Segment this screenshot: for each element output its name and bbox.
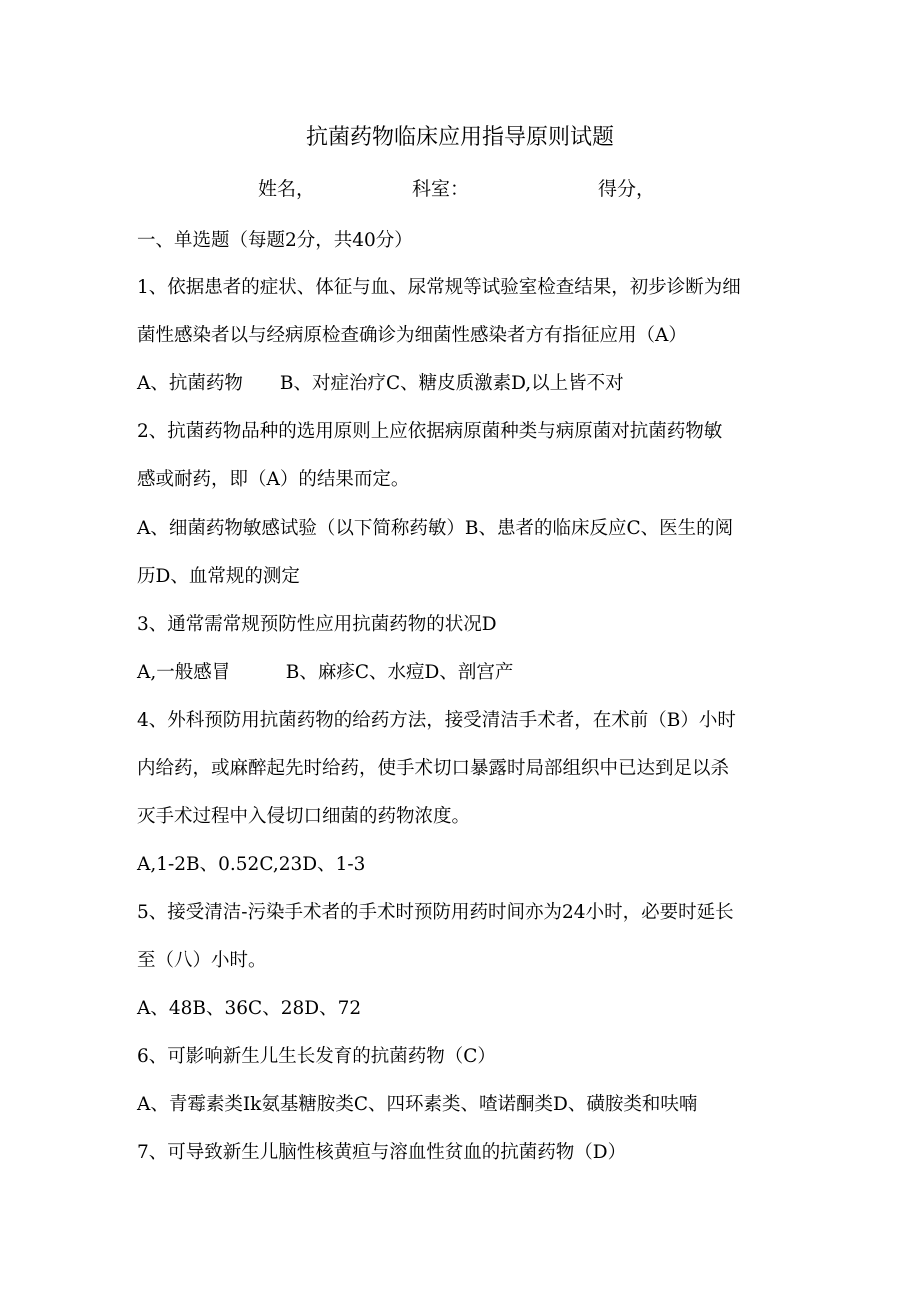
answer-options-line: A,1-2B、0.52C,23D、1-3 [137, 854, 366, 875]
question-text-line: 1、依据患者的症状、体征与血、尿常规等试验室检查结果，初步诊断为细 [137, 277, 741, 298]
answer-options-line: A,一般感冒 B、麻疹C、水痘D、剖宫产 [137, 662, 514, 683]
question-text-line: 3、通常需常规预防性应用抗菌药物的状况D [137, 614, 497, 635]
score-label: 得分， [598, 178, 656, 200]
question-text-line: 2、抗菌药物品种的选用原则上应依据病原菌种类与病原菌对抗菌药物敏 [137, 421, 723, 442]
document-title: 抗菌药物临床应用指导原则试题 [305, 125, 614, 150]
question-text-line: 菌性感染者以与经病原检查确诊为细菌性感染者方有指征应用（A） [137, 325, 687, 346]
answer-options-line: A、青霉素类Ik氨基糖胺类C、四环素类、喳诺酮类D、磺胺类和呋喃 [137, 1094, 698, 1115]
section-heading: 一、单选题（每题2分，共40分） [137, 230, 413, 251]
question-text-line: 感或耐药，即（A）的结果而定。 [137, 469, 410, 490]
answer-options-line: A、细菌药物敏感试验（以下简称药敏）B、患者的临床反应C、医生的阅 [137, 518, 734, 539]
question-text-line: 至（八）小时。 [137, 950, 267, 971]
answer-options-line: A、48B、36C、28D、72 [137, 998, 362, 1019]
answer-options-line: 历D、血常规的测定 [137, 566, 300, 587]
name-label: 姓名， [258, 178, 316, 200]
question-text-line: 7、可导致新生儿脑性核黄疸与溶血性贫血的抗菌药物（D） [137, 1142, 627, 1163]
answer-options-line: A、抗菌药物 B、对症治疗C、糖皮质激素D,以上皆不对 [137, 373, 624, 394]
question-text-line: 灭手术过程中入侵切口细菌的药物浓度。 [137, 806, 471, 827]
question-text-line: 6、可影响新生儿生长发育的抗菌药物（C） [137, 1046, 496, 1067]
question-text-line: 5、接受清洁-污染手术者的手术时预防用药时间亦为24小时，必要时延长 [137, 902, 734, 923]
question-text-line: 4、外科预防用抗菌药物的给药方法，接受清洁手术者，在术前（B）小时 [137, 710, 736, 731]
question-text-line: 内给药，或麻醉起先时给药，使手术切口暴露时局部组织中已达到足以杀 [137, 758, 730, 779]
department-label: 科室： [412, 178, 470, 200]
